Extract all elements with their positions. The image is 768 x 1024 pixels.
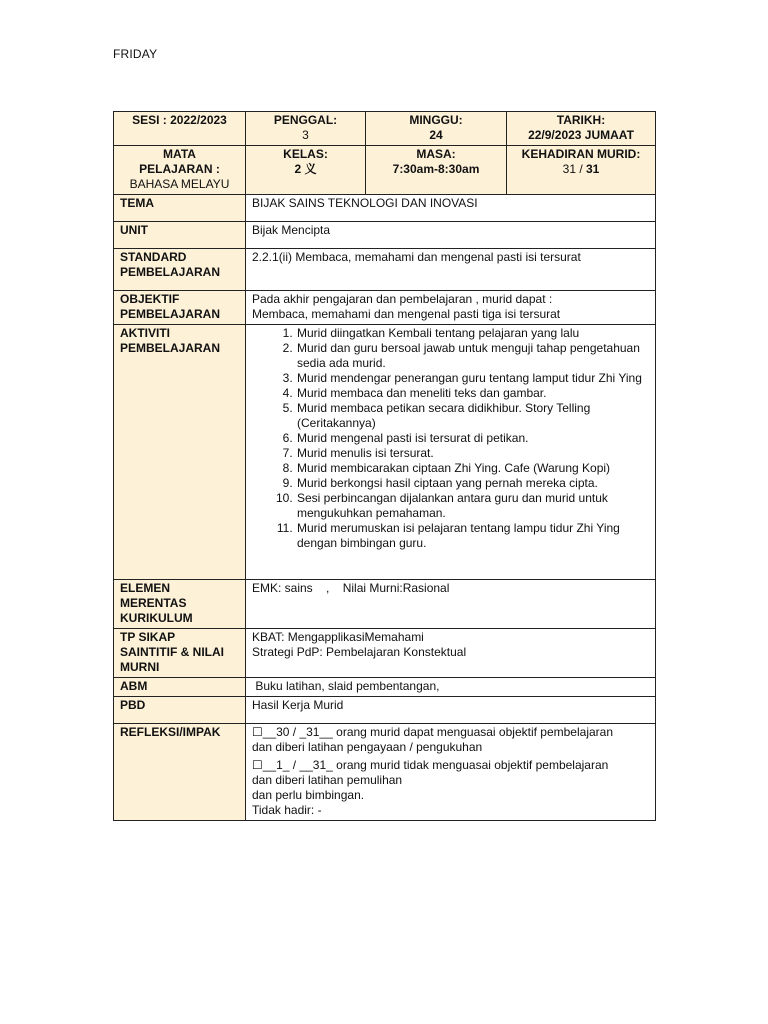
kelas-value: 2 义 xyxy=(294,162,317,176)
tp-line-1: KBAT: MengapplikasiMemahami xyxy=(252,630,424,644)
aktiviti-item: 6. Murid mengenal pasti isi tersurat di petikan. xyxy=(296,431,649,446)
mata-label-2: PELAJARAN : xyxy=(139,162,220,176)
aktiviti-row xyxy=(114,325,656,580)
refleksi-line-1b: dan diberi latihan pengayaan / pengukuhan xyxy=(252,740,483,754)
kehadiran-value-b: 31 xyxy=(586,162,600,176)
elemen-label-cell xyxy=(114,580,246,629)
tp-label-3: MURNI xyxy=(120,660,160,674)
tp-value-cell xyxy=(246,629,656,678)
mata-pelajaran-cell xyxy=(114,146,246,195)
unit-value: Bijak Mencipta xyxy=(246,222,656,249)
aktiviti-item: 2. Murid dan guru bersoal jawab untuk menguji tahap pengetahuan sedia ada murid. xyxy=(296,341,649,371)
elemen-row xyxy=(114,580,656,629)
abm-row xyxy=(114,678,656,697)
kelas-label: KELAS: xyxy=(283,147,328,161)
refleksi-row xyxy=(114,724,656,821)
elemen-label-3: KURIKULUM xyxy=(120,611,193,625)
aktiviti-item: 4. Murid membaca dan meneliti teks dan gambar. xyxy=(296,386,649,401)
aktiviti-item: 7. Murid menulis isi tersurat. xyxy=(296,446,649,461)
tarikh-label: TARIKH: xyxy=(556,113,606,127)
standard-label-2: PEMBELAJARAN xyxy=(120,265,221,279)
lesson-plan-table xyxy=(113,111,656,821)
aktiviti-item: 10. Sesi perbincangan dijalankan antara guru dan murid untuk mengukuhkan pemahaman. xyxy=(296,491,649,521)
refleksi-label: REFLEKSI/IMPAK xyxy=(114,724,246,821)
refleksi-line-3: Tidak hadir: - xyxy=(252,803,322,817)
abm-value: Buku latihan, slaid pembentangan, xyxy=(246,678,656,697)
masa-label: MASA: xyxy=(416,147,456,161)
tp-row xyxy=(114,629,656,678)
penggal-label: PENGGAL: xyxy=(273,113,338,127)
refleksi-line-2b: dan diberi latihan pemulihan xyxy=(252,773,403,787)
penggal-value: 3 xyxy=(302,128,309,142)
tp-label-cell xyxy=(114,629,246,678)
mata-value: BAHASA MELAYU xyxy=(129,177,230,191)
aktiviti-list-cell xyxy=(246,325,656,580)
minggu-cell xyxy=(366,112,507,146)
objektif-label-cell xyxy=(114,291,246,325)
header-row-2 xyxy=(114,146,656,195)
sesi-cell xyxy=(114,112,246,146)
objektif-line-1: Pada akhir pengajaran dan pembelajaran , murid dapat : xyxy=(252,292,553,306)
minggu-label: MINGGU: xyxy=(409,113,463,127)
aktiviti-item: 11. Murid merumuskan isi pelajaran tentang lampu tidur Zhi Ying dengan bimbingan guru. xyxy=(296,521,649,551)
objektif-value-cell xyxy=(246,291,656,325)
kehadiran-value-a: 31 / xyxy=(562,162,586,176)
mata-label-1: MATA xyxy=(163,147,196,161)
objektif-row xyxy=(114,291,656,325)
masa-cell xyxy=(366,146,507,195)
elemen-value: EMK: sains , Nilai Murni:Rasional xyxy=(246,580,656,629)
tarikh-cell xyxy=(507,112,656,146)
tema-label: TEMA xyxy=(114,195,246,222)
minggu-value: 24 xyxy=(429,128,443,142)
objektif-label-1: OBJEKTIF xyxy=(120,292,180,306)
aktiviti-item: 3. Murid mendengar penerangan guru tentang lamput tidur Zhi Ying xyxy=(296,371,649,386)
kehadiran-cell xyxy=(507,146,656,195)
refleksi-line-2c: dan perlu bimbingan. xyxy=(252,788,365,802)
aktiviti-label-1: AKTIVITI xyxy=(120,326,170,340)
tp-label-2: SAINTITIF & NILAI xyxy=(120,645,224,659)
elemen-label-2: MERENTAS xyxy=(120,596,187,610)
refleksi-line-2a: ☐__1_ / __31_ orang murid tidak menguasai objektif pembelajaran xyxy=(252,758,609,772)
elemen-label-1: ELEMEN xyxy=(120,581,171,595)
sesi-text: SESI : 2022/2023 xyxy=(132,113,227,127)
aktiviti-item: 1. Murid diingatkan Kembali tentang pelajaran yang lalu xyxy=(296,326,649,341)
pbd-value: Hasil Kerja Murid xyxy=(246,697,656,724)
kehadiran-label: KEHADIRAN MURID: xyxy=(521,147,641,161)
pbd-row xyxy=(114,697,656,724)
abm-label: ABM xyxy=(114,678,246,697)
tema-row xyxy=(114,195,656,222)
header-row-1 xyxy=(114,112,656,146)
masa-value: 7:30am-8:30am xyxy=(392,162,480,176)
day-label: FRIDAY xyxy=(113,47,158,61)
objektif-label-2: PEMBELAJARAN xyxy=(120,307,221,321)
aktiviti-item: 9. Murid berkongsi hasil ciptaan yang pernah mereka cipta. xyxy=(296,476,649,491)
tp-line-2: Strategi PdP: Pembelajaran Konstektual xyxy=(252,645,467,659)
aktiviti-label-cell xyxy=(114,325,246,580)
standard-value: 2.2.1(ii) Membaca, memahami dan mengenal pasti isi tersurat xyxy=(246,249,656,291)
unit-label: UNIT xyxy=(114,222,246,249)
tp-label-1: TP SIKAP xyxy=(120,630,176,644)
refleksi-value-cell xyxy=(246,724,656,821)
standard-label-1: STANDARD xyxy=(120,250,187,264)
objektif-line-2: Membaca, memahami dan mengenal pasti tiga isi tersurat xyxy=(252,307,561,321)
aktiviti-label-2: PEMBELAJARAN xyxy=(120,341,221,355)
unit-row xyxy=(114,222,656,249)
kelas-cell xyxy=(246,146,366,195)
pbd-label: PBD xyxy=(114,697,246,724)
penggal-cell xyxy=(246,112,366,146)
standard-label-cell xyxy=(114,249,246,291)
aktiviti-item: 5. Murid membaca petikan secara didikhibur. Story Telling (Ceritakannya) xyxy=(296,401,649,431)
tarikh-value: 22/9/2023 JUMAAT xyxy=(528,128,634,142)
aktiviti-item: 8. Murid membicarakan ciptaan Zhi Ying. Cafe (Warung Kopi) xyxy=(296,461,649,476)
aktiviti-list xyxy=(252,326,649,551)
refleksi-line-1a: ☐__30 / _31__ orang murid dapat menguasai objektif pembelajaran xyxy=(252,725,613,739)
tema-value: BIJAK SAINS TEKNOLOGI DAN INOVASI xyxy=(246,195,656,222)
standard-row xyxy=(114,249,656,291)
